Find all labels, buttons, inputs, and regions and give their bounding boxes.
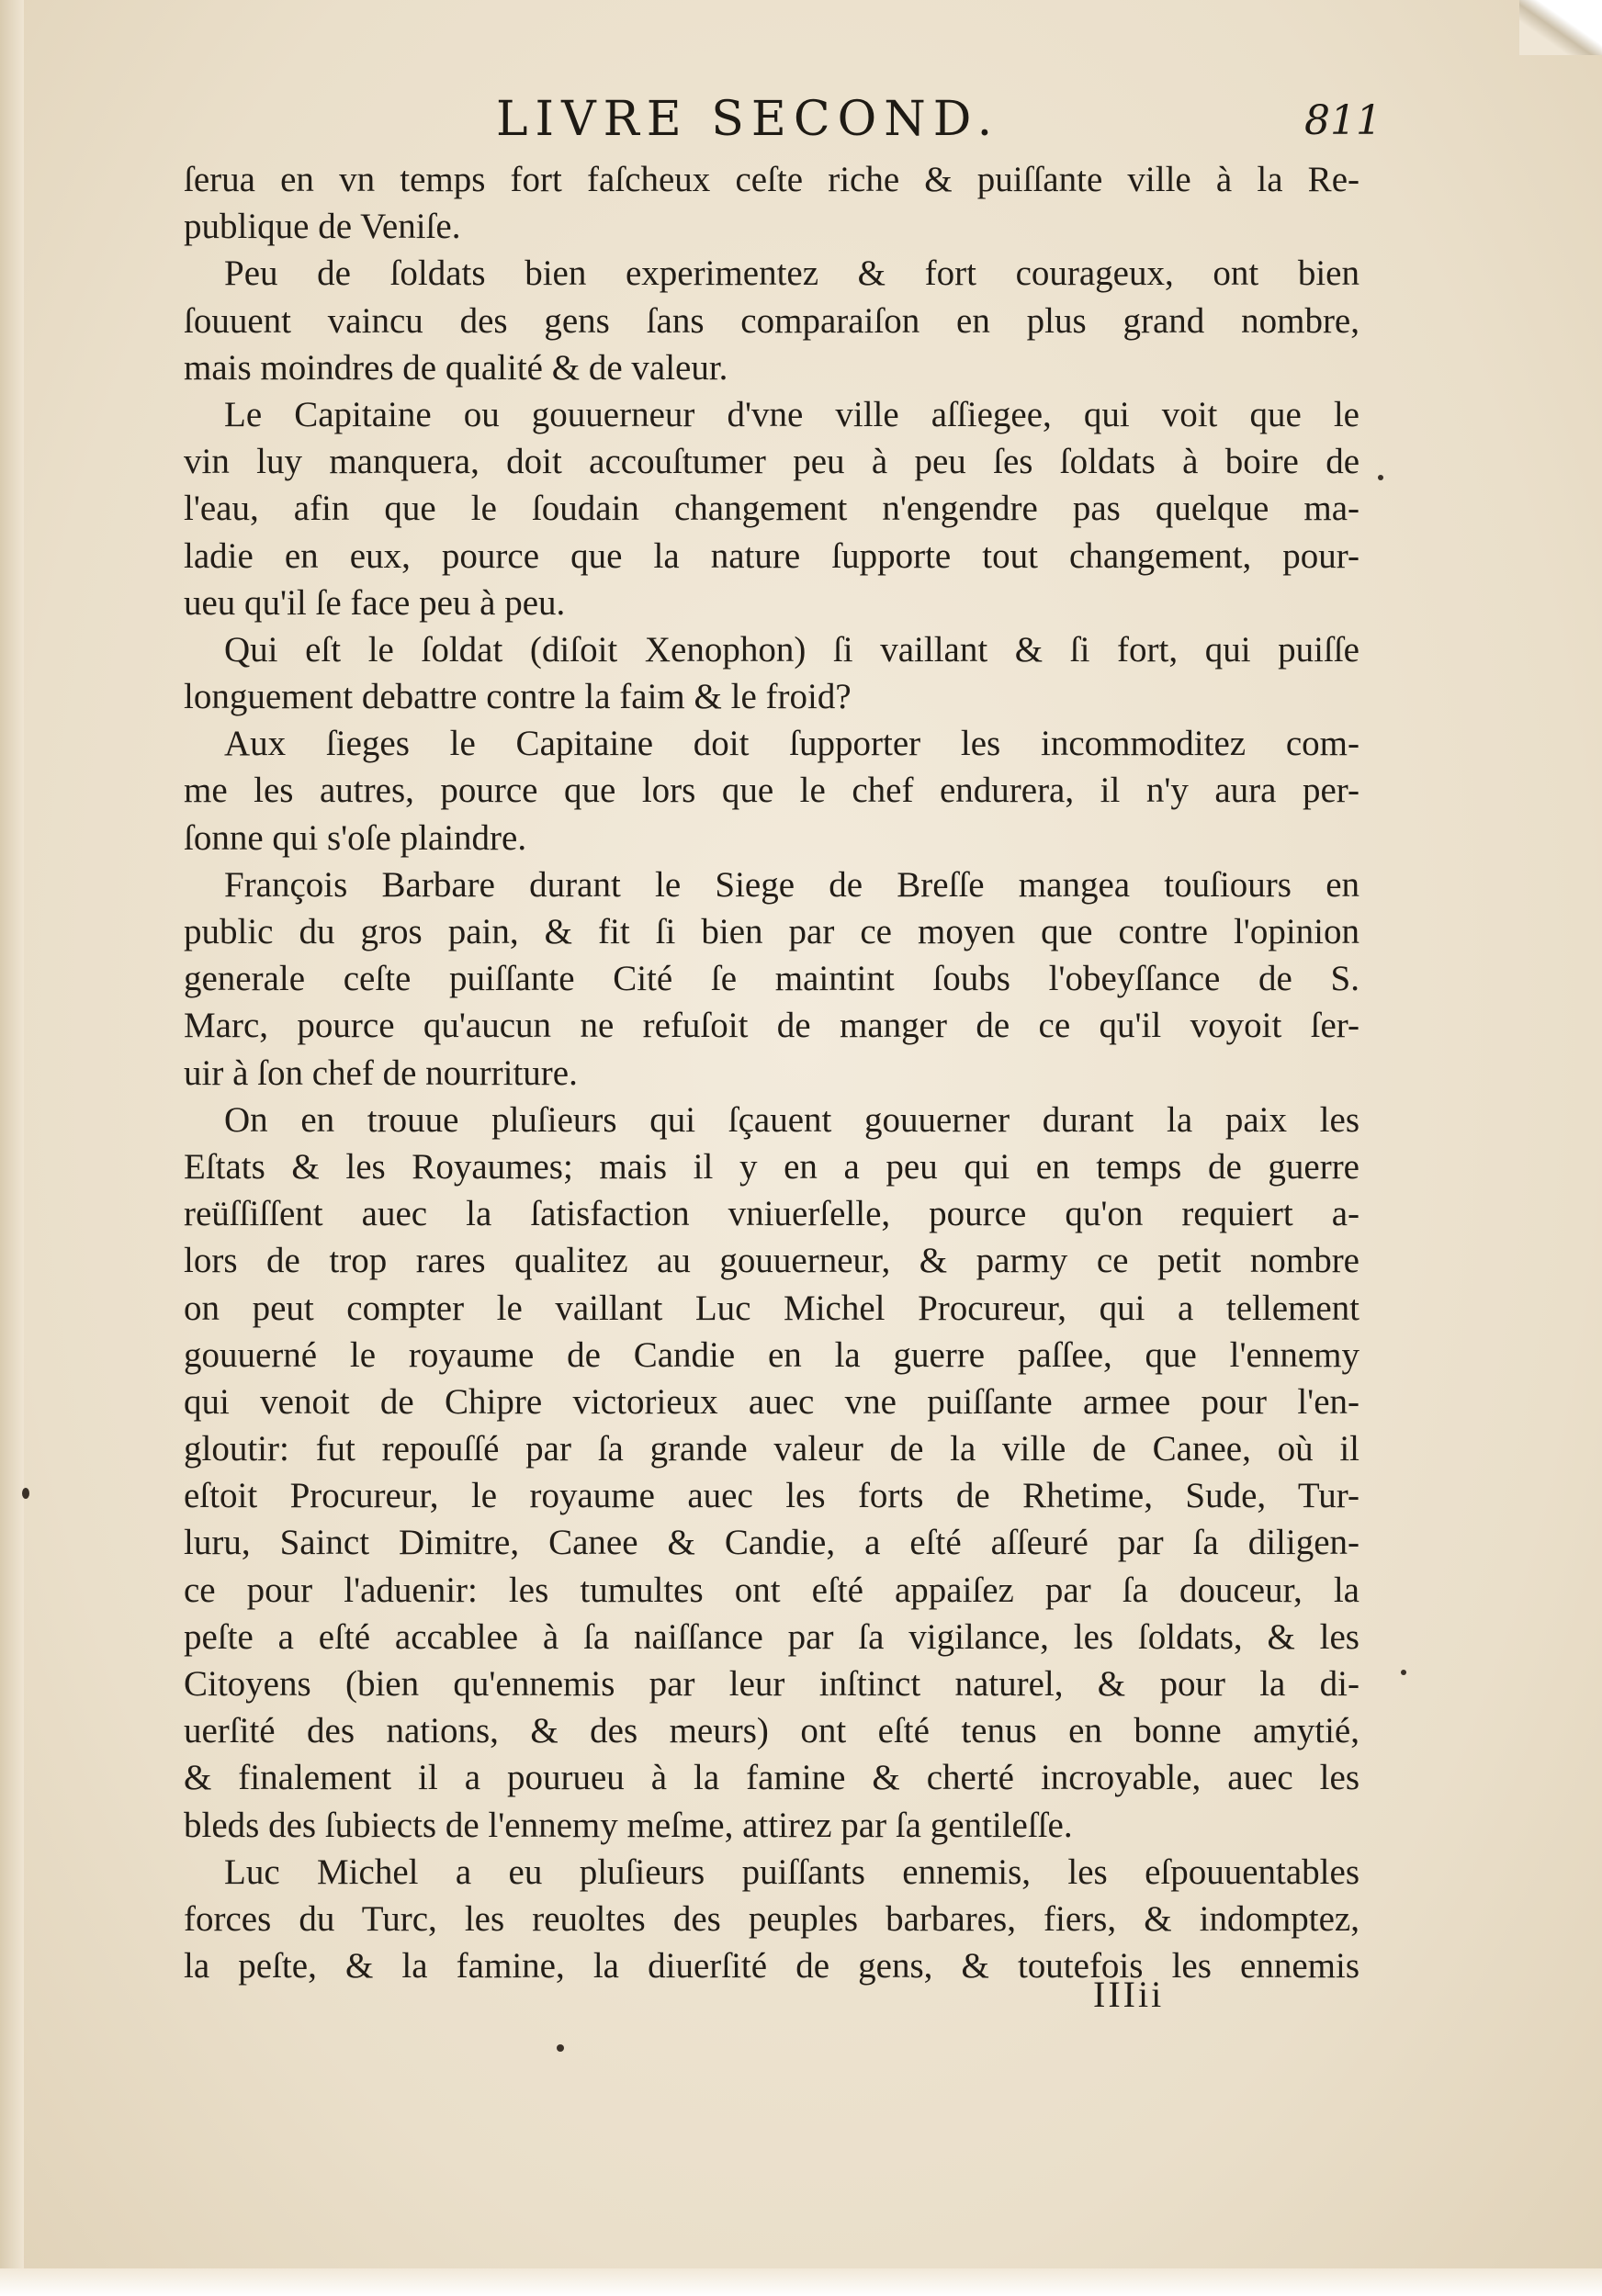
text-line: ce pour l'aduenir: les tumultes ont eſté appaiſez par ſa douceur, la	[184, 1570, 1359, 1610]
text-line: publique de Veniſe.	[184, 207, 461, 247]
text-line: mais moindres de qualité & de valeur.	[184, 347, 728, 388]
text-line: public du gros pain, & fit ſi bien par ce moyen que contre l'opinion	[184, 912, 1359, 951]
text-line: On en trouue pluſieurs qui ſçauent gouuerner durant la paix les	[224, 1099, 1359, 1140]
ink-speck	[557, 2044, 564, 2052]
text-line: uerſité des nations, & des meurs) ont eſté tenus en bonne amytié,	[184, 1711, 1359, 1751]
page-number: 811	[1304, 97, 1382, 144]
text-line: me les autres, pource que lors que le chef endurera, il n'y aura per-	[184, 771, 1359, 811]
page-bottom-edge	[0, 2268, 1602, 2296]
text-line: forces du Turc, les reuoltes des peuples barbares, fiers, & indomptez,	[184, 1898, 1359, 1939]
ink-speck	[1378, 475, 1383, 480]
ink-speck	[22, 1488, 29, 1499]
text-line: luru, Sainct Dimitre, Canee & Candie, a eſté aſſeuré par ſa diligen-	[184, 1523, 1359, 1563]
text-line: qui venoit de Chipre victorieux auec vne puiſſante armee pour l'en-	[184, 1381, 1359, 1422]
text-line: bleds des ſubiects de l'ennemy meſme, attirez par ſa gentileſſe.	[184, 1805, 1073, 1845]
text-line: & finalement il a pourueu à la famine & cherté incroyable, auec les	[184, 1758, 1359, 1798]
text-line: la peſte, & la famine, la diuerſité de gens, & toutefois les ennemis	[184, 1946, 1359, 1986]
ink-speck	[1401, 1670, 1406, 1675]
text-line: Le Capitaine ou gouuerneur d'vne ville aſſiegee, qui voit que le	[224, 394, 1359, 434]
text-line: gloutir: fut repouſſé par ſa grande valeur de la ville de Canee, où il	[184, 1429, 1359, 1469]
text-line: Marc, pource qu'aucun ne refuſoit de manger de ce qu'il voyoit ſer-	[184, 1006, 1359, 1046]
text-line: Citoyens (bien qu'ennemis par leur inſtinct naturel, & pour la di-	[184, 1664, 1359, 1704]
text-line: ladie en eux, pource que la nature ſupporte tout changement, pour-	[184, 535, 1359, 576]
text-line: l'eau, afin que le ſoudain changement n'engendre pas quelque ma-	[184, 489, 1359, 529]
text-line: reüſſiſſent auec la ſatisfaction vniuerſelle, pource qu'on requiert a-	[184, 1194, 1359, 1234]
text-line: ſouuent vaincu des gens ſans comparaiſon en plus grand nombre,	[184, 300, 1359, 341]
text-line: eſtoit Procureur, le royaume auec les forts de Rhetime, Sude, Tur-	[184, 1476, 1359, 1516]
page-corner-fold	[1519, 0, 1602, 55]
text-line: ſonne qui s'oſe plaindre.	[184, 817, 527, 858]
running-head: LIVRE SECOND.	[496, 92, 1000, 147]
text-line: generale ceſte puiſſante Cité ſe maintint ſoubs l'obeyſſance de S.	[184, 959, 1359, 999]
page-gutter-edge	[0, 0, 24, 2296]
text-line: François Barbare durant le Siege de Breſſe mangea touſiours en	[224, 864, 1359, 905]
text-line: lors de trop rares qualitez au gouuerneur, & parmy ce petit nombre	[184, 1241, 1359, 1281]
text-line: Aux ſieges le Capitaine doit ſupporter les incommoditez com-	[224, 724, 1359, 764]
text-line: vin luy manquera, doit accouſtumer peu à peu ſes ſoldats à boire de	[184, 442, 1359, 482]
text-line: Luc Michel a eu pluſieurs puiſſants ennemis, les eſpouuentables	[224, 1851, 1359, 1892]
signature-mark: IIIii	[1093, 1974, 1165, 2015]
text-line: uir à ſon chef de nourriture.	[184, 1052, 578, 1093]
text-line: longuement debattre contre la faim & le froid?	[184, 677, 852, 717]
text-line: peſte a eſté accablee à ſa naiſſance par ſa vigilance, les ſoldats, & les	[184, 1616, 1359, 1657]
text-line: gouuerné le royaume de Candie en la guerre paſſee, que l'ennemy	[184, 1334, 1359, 1375]
text-line: Qui eſt le ſoldat (diſoit Xenophon) ſi vaillant & ſi fort, qui puiſſe	[224, 629, 1359, 670]
body-text	[184, 156, 1359, 1989]
page-header	[0, 92, 1602, 147]
text-line: ſerua en vn temps fort faſcheux ceſte riche & puiſſante ville à la Re-	[184, 160, 1359, 199]
text-line: on peut compter le vaillant Luc Michel Procureur, qui a tellement	[184, 1288, 1359, 1328]
text-line: ueu qu'il ſe face peu à peu.	[184, 582, 566, 623]
text-line: Eſtats & les Royaumes; mais il y en a peu qui en temps de guerre	[184, 1146, 1359, 1187]
text-line: Peu de ſoldats bien experimentez & fort courageux, ont bien	[224, 253, 1359, 294]
